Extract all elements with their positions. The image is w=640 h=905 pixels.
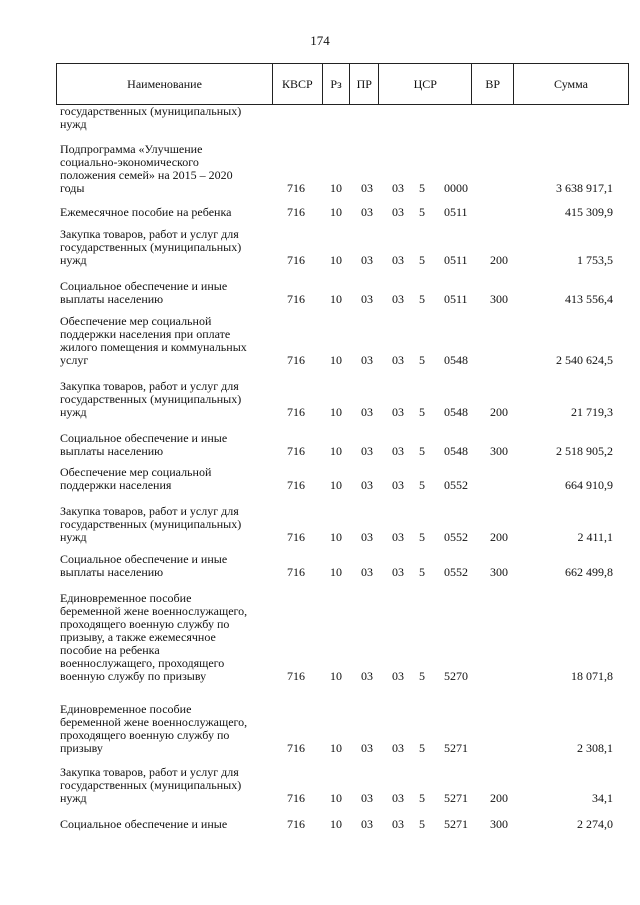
row-csr-part1: 03 [392, 181, 404, 195]
row-csr-part2: 5 [419, 669, 425, 683]
row-sum: 1 753,5 [577, 253, 613, 267]
row-csr-part3: 0511 [444, 205, 468, 219]
row-vr: 200 [490, 530, 508, 544]
row-rz: 10 [330, 530, 342, 544]
row-vr: 200 [490, 405, 508, 419]
row-name-line: годы [60, 181, 85, 195]
row-csr-part2: 5 [419, 405, 425, 419]
row-csr-part3: 0552 [444, 530, 468, 544]
row-name [60, 432, 264, 458]
row-csr-part2: 5 [419, 253, 425, 267]
row-csr-part1: 03 [392, 478, 404, 492]
row-csr-part2: 5 [419, 741, 425, 755]
row-name-line: государственных (муниципальных) [60, 392, 242, 406]
row-rz: 10 [330, 817, 342, 831]
row-name-line: нужд [60, 253, 87, 267]
row-name-line: государственных (муниципальных) [60, 517, 242, 531]
row-sum: 2 518 905,2 [556, 444, 613, 458]
row-rz: 10 [330, 205, 342, 219]
row-csr-part3: 5270 [444, 669, 468, 683]
row-name-line: Закупка товаров, работ и услуг для [60, 504, 239, 518]
row-name [60, 505, 264, 544]
row-csr-part3: 0552 [444, 478, 468, 492]
row-csr-part1: 03 [392, 253, 404, 267]
row-kvsr: 716 [287, 478, 305, 492]
row-kvsr: 716 [287, 405, 305, 419]
row-csr-part1: 03 [392, 530, 404, 544]
row-name-line: нужд [60, 530, 87, 544]
row-csr-part1: 03 [392, 405, 404, 419]
row-csr-part1: 03 [392, 353, 404, 367]
header-kvsr: КВСР [273, 64, 323, 104]
header-rz: Рз [323, 64, 351, 104]
row-name-line: выплаты населению [60, 292, 164, 306]
row-sum: 2 540 624,5 [556, 353, 613, 367]
row-csr-part1: 03 [392, 791, 404, 805]
row-rz: 10 [330, 444, 342, 458]
row-rz: 10 [330, 478, 342, 492]
row-rz: 10 [330, 181, 342, 195]
row-name-line: Закупка товаров, работ и услуг для [60, 379, 239, 393]
row-csr-part2: 5 [419, 791, 425, 805]
row-vr: 300 [490, 565, 508, 579]
row-name [60, 280, 264, 306]
row-rz: 10 [330, 791, 342, 805]
row-pr: 03 [361, 181, 373, 195]
row-csr-part3: 5271 [444, 817, 468, 831]
row-csr-part2: 5 [419, 478, 425, 492]
row-pr: 03 [361, 530, 373, 544]
row-csr-part2: 5 [419, 444, 425, 458]
row-rz: 10 [330, 741, 342, 755]
row-name-line: Закупка товаров, работ и услуг для [60, 765, 239, 779]
row-kvsr: 716 [287, 565, 305, 579]
row-pr: 03 [361, 791, 373, 805]
row-pr: 03 [361, 292, 373, 306]
row-name-line: проходящего военную службу по [60, 617, 230, 631]
row-name [60, 105, 264, 131]
header-name: Наименование [57, 64, 273, 104]
row-csr-part1: 03 [392, 292, 404, 306]
row-sum: 2 411,1 [577, 530, 613, 544]
row-csr-part1: 03 [392, 669, 404, 683]
row-kvsr: 716 [287, 817, 305, 831]
row-name-line: беременной жене военнослужащего, [60, 604, 248, 618]
row-csr-part1: 03 [392, 565, 404, 579]
row-name-line: Социальное обеспечение и иные [60, 279, 228, 293]
row-name [60, 703, 264, 755]
row-name [60, 766, 264, 805]
row-kvsr: 716 [287, 741, 305, 755]
row-pr: 03 [361, 817, 373, 831]
row-name-line: поддержки населения [60, 478, 172, 492]
row-name-line: Закупка товаров, работ и услуг для [60, 227, 239, 241]
row-name-line: выплаты населению [60, 444, 164, 458]
row-name-line: военнослужащего, проходящего [60, 656, 225, 670]
row-name [60, 553, 264, 579]
row-sum: 664 910,9 [565, 478, 613, 492]
row-csr-part1: 03 [392, 741, 404, 755]
row-csr-part3: 5271 [444, 741, 468, 755]
row-name-line: нужд [60, 117, 87, 131]
row-csr-part2: 5 [419, 181, 425, 195]
row-pr: 03 [361, 353, 373, 367]
row-csr-part3: 0552 [444, 565, 468, 579]
row-kvsr: 716 [287, 253, 305, 267]
row-name-line: беременной жене военнослужащего, [60, 715, 248, 729]
row-kvsr: 716 [287, 292, 305, 306]
row-name [60, 466, 264, 492]
table-header [56, 63, 629, 105]
page-number: 174 [310, 33, 330, 48]
row-name-line: социально-экономического [60, 155, 199, 169]
row-csr-part3: 0511 [444, 253, 468, 267]
row-csr-part3: 0511 [444, 292, 468, 306]
row-pr: 03 [361, 253, 373, 267]
row-name-line: жилого помещения и коммунальных [60, 340, 247, 354]
row-vr: 200 [490, 253, 508, 267]
row-kvsr: 716 [287, 181, 305, 195]
row-csr-part1: 03 [392, 205, 404, 219]
row-rz: 10 [330, 565, 342, 579]
row-name-line: Социальное обеспечение и иные [60, 552, 228, 566]
row-name-line: Социальное обеспечение и иные [60, 431, 228, 445]
row-pr: 03 [361, 669, 373, 683]
row-csr-part2: 5 [419, 530, 425, 544]
row-sum: 18 071,8 [571, 669, 613, 683]
row-name [60, 818, 264, 831]
row-vr: 300 [490, 444, 508, 458]
row-csr-part2: 5 [419, 292, 425, 306]
row-name-line: нужд [60, 791, 87, 805]
row-csr-part3: 0548 [444, 444, 468, 458]
row-name-line: Социальное обеспечение и иные [60, 817, 228, 831]
header-vr: ВР [472, 64, 514, 104]
row-name-line: Единовременное пособие [60, 702, 192, 716]
row-name-line: выплаты населению [60, 565, 164, 579]
row-rz: 10 [330, 253, 342, 267]
row-csr-part2: 5 [419, 353, 425, 367]
row-name-line: Обеспечение мер социальной [60, 314, 212, 328]
row-pr: 03 [361, 444, 373, 458]
header-csr: ЦСР [379, 64, 472, 104]
row-csr-part2: 5 [419, 817, 425, 831]
row-name-line: нужд [60, 405, 87, 419]
row-rz: 10 [330, 353, 342, 367]
row-name-line: пособие на ребенка [60, 643, 160, 657]
row-kvsr: 716 [287, 444, 305, 458]
row-name [60, 592, 264, 683]
row-sum: 413 556,4 [565, 292, 613, 306]
row-kvsr: 716 [287, 353, 305, 367]
row-name-line: Обеспечение мер социальной [60, 465, 212, 479]
row-vr: 300 [490, 292, 508, 306]
row-kvsr: 716 [287, 669, 305, 683]
row-sum: 2 308,1 [577, 741, 613, 755]
row-rz: 10 [330, 405, 342, 419]
row-name-line: Подпрограмма «Улучшение [60, 142, 203, 156]
row-name-line: военную службу по призыву [60, 669, 207, 683]
row-vr: 200 [490, 791, 508, 805]
row-pr: 03 [361, 478, 373, 492]
row-name [60, 228, 264, 267]
row-name-line: проходящего военную службу по [60, 728, 230, 742]
header-pr: ПР [350, 64, 379, 104]
row-sum: 21 719,3 [571, 405, 613, 419]
row-kvsr: 716 [287, 530, 305, 544]
row-pr: 03 [361, 741, 373, 755]
row-name-line: государственных (муниципальных) [60, 778, 242, 792]
row-name-line: Единовременное пособие [60, 591, 192, 605]
row-name-line: поддержки населения при оплате [60, 327, 231, 341]
row-sum: 2 274,0 [577, 817, 613, 831]
row-name-line: призыву [60, 741, 103, 755]
row-csr-part1: 03 [392, 444, 404, 458]
row-rz: 10 [330, 669, 342, 683]
row-name [60, 143, 264, 195]
row-csr-part2: 5 [419, 565, 425, 579]
row-name-line: призыву, а также ежемесячное [60, 630, 216, 644]
row-rz: 10 [330, 292, 342, 306]
row-name [60, 380, 264, 419]
row-pr: 03 [361, 565, 373, 579]
row-csr-part1: 03 [392, 817, 404, 831]
row-sum: 3 638 917,1 [556, 181, 613, 195]
row-sum: 415 309,9 [565, 205, 613, 219]
row-name-line: положения семей» на 2015 – 2020 [60, 168, 233, 182]
row-name [60, 206, 264, 219]
row-sum: 34,1 [592, 791, 613, 805]
row-pr: 03 [361, 205, 373, 219]
row-csr-part2: 5 [419, 205, 425, 219]
row-name-line: государственных (муниципальных) [60, 240, 242, 254]
row-vr: 300 [490, 817, 508, 831]
header-sum: Сумма [514, 64, 629, 104]
row-csr-part3: 0548 [444, 353, 468, 367]
row-name [60, 315, 264, 367]
row-csr-part3: 0548 [444, 405, 468, 419]
row-kvsr: 716 [287, 791, 305, 805]
row-name-line: услуг [60, 353, 89, 367]
row-csr-part3: 0000 [444, 181, 468, 195]
row-kvsr: 716 [287, 205, 305, 219]
row-csr-part3: 5271 [444, 791, 468, 805]
row-name-line: Ежемесячное пособие на ребенка [60, 205, 232, 219]
row-pr: 03 [361, 405, 373, 419]
row-sum: 662 499,8 [565, 565, 613, 579]
row-name-line: государственных (муниципальных) [60, 104, 242, 118]
